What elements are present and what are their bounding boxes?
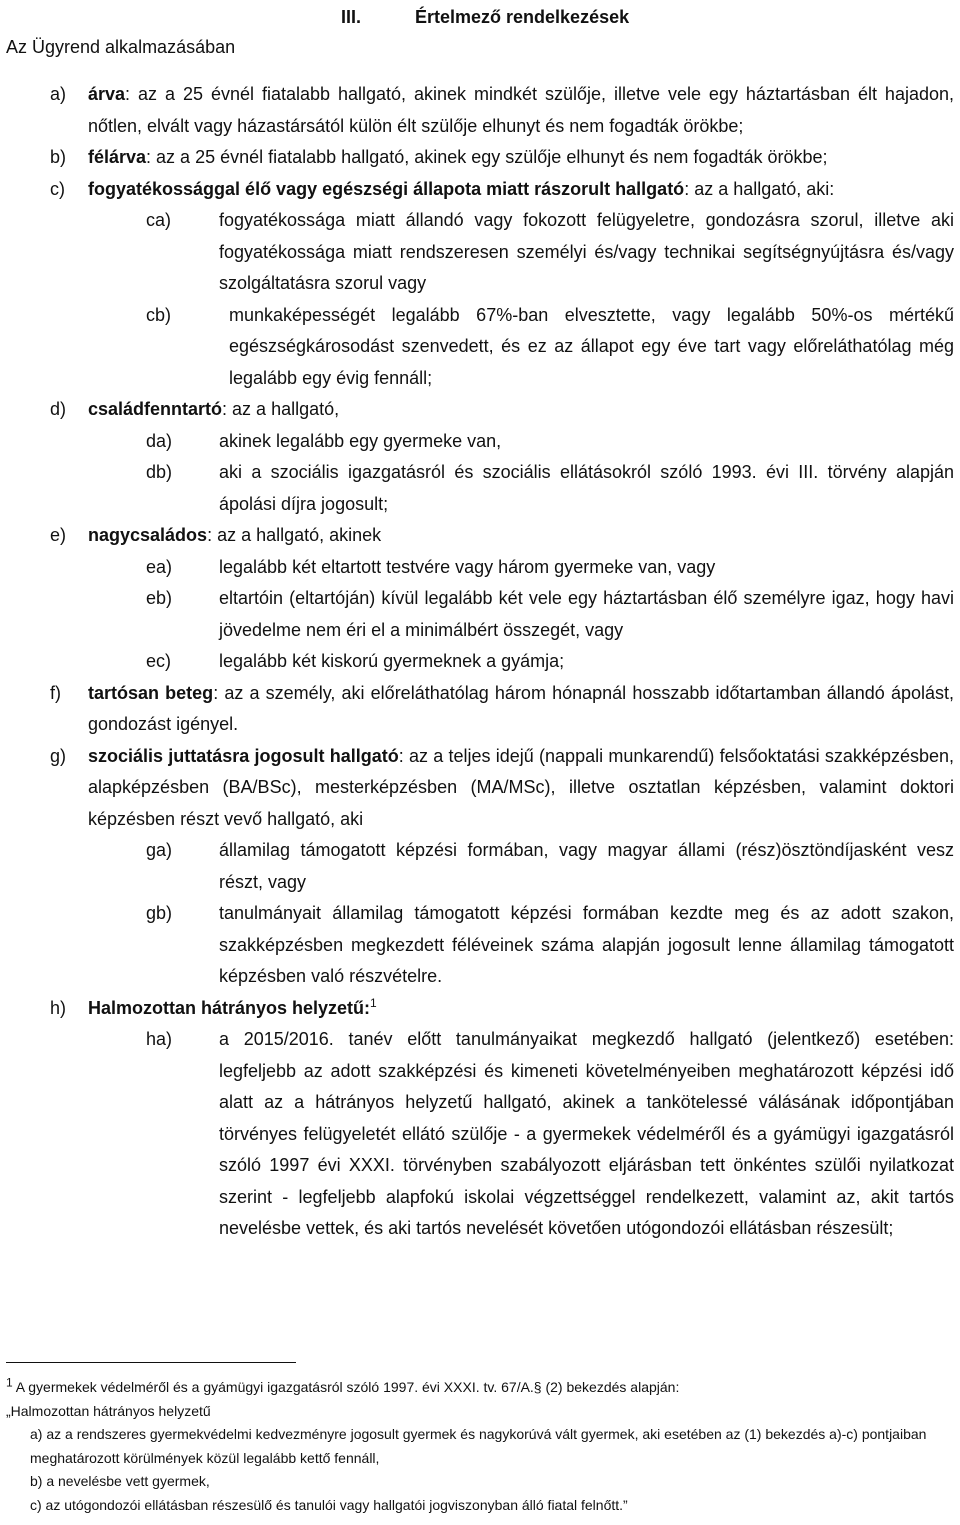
subitem-label: ga) [146, 840, 173, 860]
subitem-label: da) [146, 430, 173, 451]
definition-e [0, 520, 960, 552]
definition-text: : az a teljes idejű (nappali munkarendű) felsőoktatási szakképzésben, alapképzésben (BA/BSc), mesterképzésben (MA/MSc), illetve osztatlan képzésben, valamint doktori képzésben részt vevő hallgató, aki [88, 745, 954, 829]
defined-term: családfenntartó [88, 399, 223, 419]
item-label: h) [50, 997, 67, 1018]
item-label: c) [50, 178, 65, 199]
item-label: d) [50, 399, 67, 419]
subitem-text: akinek legalább egy gyermeke van, [219, 430, 502, 451]
definitions-list [0, 79, 960, 1245]
subitem-text: legalább két eltartott testvére vagy három gyermeke van, vagy [219, 556, 716, 577]
section-subtitle: Az Ügyrend alkalmazásában [6, 37, 236, 57]
subitem-db [0, 457, 960, 520]
footnote-separator [6, 1362, 296, 1363]
subitem-text: tanulmányait államilag támogatott képzési formában kezdte meg és az adott szakon, szakképzésben megkezdett féléveinek száma alapján jogosult lenne államilag támogatott képzésben való részvételre. [219, 903, 954, 986]
definition-c [0, 174, 960, 206]
subitem-ha [0, 1024, 960, 1245]
subitem-cb [0, 300, 960, 395]
section-header [0, 0, 960, 62]
definition-d [0, 394, 960, 426]
section-number: III. [341, 7, 362, 27]
item-label: f) [50, 682, 61, 703]
footnote-marker: 1 [6, 1375, 13, 1390]
footnote-line-5: c) az utógondozói ellátásban részesülő és tanulói vagy hallgatói jogviszonyban álló fiatal felnőtt.” [30, 1496, 628, 1513]
footnote-text: A gyermekek védelméről és a gyámügyi igazgatásról szóló 1997. évi XXXI. tv. 67/A.§ (2) bekezdés alapján: [12, 1379, 680, 1395]
subitem-gb [0, 898, 960, 993]
item-label: e) [50, 525, 67, 545]
footnote-reference[interactable]: 1 [370, 995, 377, 1010]
footnote-line-1 [6, 1376, 954, 1400]
subitem-label: cb) [146, 304, 172, 325]
subitem-text: eltartóin (eltartóján) kívül legalább két vele egy háztartásban élő személyre igaz, hogy havi jövedelme nem éri el a minimálbért összegét, vagy [219, 588, 954, 640]
subitem-label: gb) [146, 903, 173, 923]
subitem-da [0, 426, 960, 458]
footnote-line-3: a) az a rendszeres gyermekvédelmi kedvezményre jogosult gyermek és nagykorúvá vált gyermek, aki esetében az (1) bekezdés a)-c) pontjaiban meghatározott körülmények közül legalább kettő fennáll, [30, 1426, 927, 1466]
defined-term: félárva [88, 147, 147, 167]
item-label: g) [50, 745, 67, 766]
definition-h [0, 993, 960, 1025]
subitem-label: ec) [146, 651, 172, 671]
subitem-label: db) [146, 462, 173, 482]
footnote-line-4: b) a nevelésbe vett gyermek, [30, 1473, 210, 1489]
footnote-line-2: „Halmozottan hátrányos helyzetű [6, 1402, 211, 1419]
item-label: a) [50, 84, 67, 104]
subitem-text: fogyatékossága miatt állandó vagy fokozott felügyeletre, gondozásra szorul, illetve aki fogyatékossága miatt rendszeresen személyi és/vagy technikai segítségnyújtásra és/vagy szolgáltatásra szorul vagy [219, 210, 954, 293]
definition-text: : az a hallgató, [222, 399, 340, 419]
defined-term: tartósan beteg [88, 682, 214, 703]
footnote [6, 1376, 954, 1517]
subitem-ea [0, 552, 960, 584]
definition-b [0, 142, 960, 174]
section-title: Értelmező rendelkezések [415, 7, 630, 27]
subitem-ec [0, 646, 960, 678]
subitem-ca [0, 205, 960, 300]
definition-text: : az a személy, aki előreláthatólag három hónapnál hosszabb időtartamban állandó ápolást, gondozást igényel. [88, 682, 954, 734]
defined-term: nagycsaládos [88, 525, 208, 545]
item-label: b) [50, 147, 67, 167]
definition-f [0, 678, 960, 741]
definition-text: : az a 25 évnél fiatalabb hallgató, akinek mindkét szülője, illetve vele egy háztartásban élt hajadon, nőtlen, elvált vagy házastársától külön élt szülője elhunyt és nem fogadták örökbe; [88, 84, 954, 136]
subitem-text: aki a szociális igazgatásról és szociális ellátásokról szóló 1993. évi III. törvény alapján ápolási díjra jogosult; [219, 462, 954, 514]
subitem-eb [0, 583, 960, 646]
definition-text: : az a 25 évnél fiatalabb hallgató, akinek egy szülője elhunyt és nem fogadták örökbe; [146, 147, 828, 167]
subitem-text: államilag támogatott képzési formában, vagy magyar állami (rész)ösztöndíjasként vesz részt, vagy [219, 840, 954, 892]
subitem-text: a 2015/2016. tanév előtt tanulmányaikat megkezdő hallgató (jelentkező) esetében: legfeljebb az adott szakképzési és kimeneti követelményeiben meghatározott képzési idő alatt az a hátrányos helyzetű hallgató, akinek a tankötelessé válásának időpontjában törvényes felügyeletét ellátó szülője - a gyermekek védelméről és a gyámügyi igazgatásról szóló 1997 évi XXXI. törvényben szabályozott eljárásban tett önkéntes szülői nyilatkozat szerint - legfeljebb alapfokú iskolai végzettséggel rendelkezett, valamint az, akit tartós nevelésbe vettek, és aki tartós nevelését követően utógondozói ellátásban részesült; [219, 1029, 954, 1238]
defined-term: Halmozottan hátrányos helyzetű: [88, 997, 371, 1018]
subitem-text: munkaképességét legalább 67%-ban elvesztette, vagy legalább 50%-os mértékű egészségkárosodást szenvedett, és ez az állapot egy éve tart vagy előreláthatólag még legalább egy évig fennáll; [229, 304, 954, 388]
subitem-text: legalább két kiskorú gyermeknek a gyámja; [219, 651, 565, 671]
definition-text: : az a hallgató, aki: [684, 178, 835, 199]
definition-text: : az a hallgató, akinek [207, 525, 382, 545]
defined-term: szociális juttatásra jogosult hallgató [88, 745, 399, 766]
defined-term: fogyatékossággal élő vagy egészségi állapota miatt rászorult hallgató [88, 178, 685, 199]
subitem-ga [0, 835, 960, 898]
subitem-label: ca) [146, 210, 172, 230]
defined-term: árva [88, 84, 126, 104]
subitem-label: ha) [146, 1029, 173, 1049]
definition-a [0, 79, 960, 142]
definition-g [0, 741, 960, 836]
subitem-label: eb) [146, 588, 173, 608]
subitem-label: ea) [146, 556, 173, 577]
